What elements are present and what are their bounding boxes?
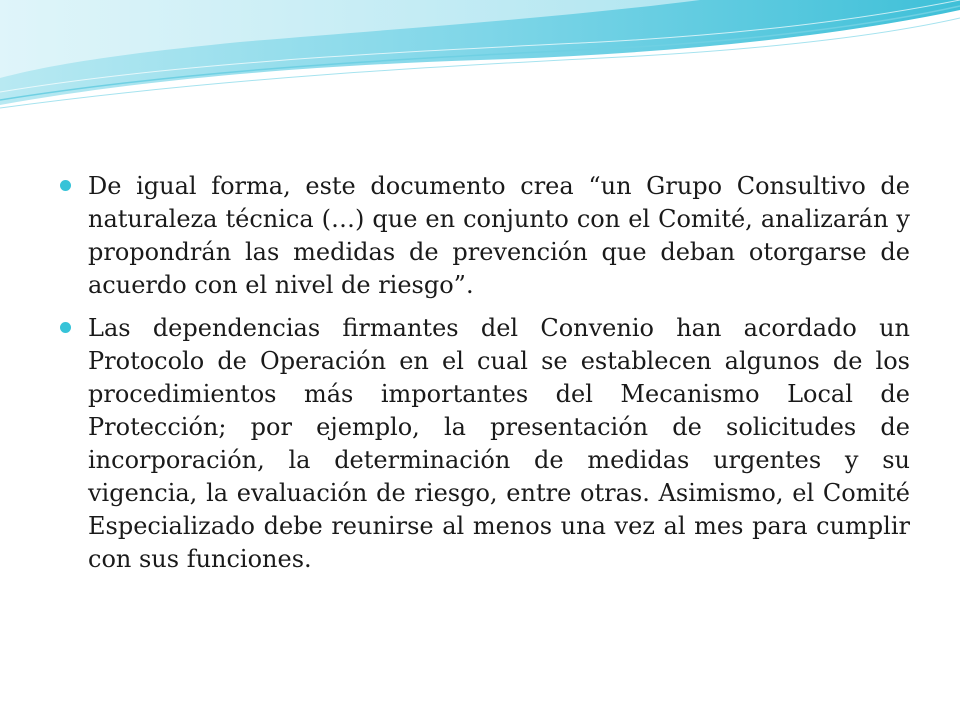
bullet-dot-icon <box>60 180 71 191</box>
slide-body <box>58 170 910 586</box>
bullet-item <box>58 312 910 576</box>
bullet-text: De igual forma, este documento crea “un Grupo Consultivo de naturaleza técnica (…) que en conjunto con el Comité, analizarán y propondrán las medidas de prevención que deban otorgarse de acuerdo con el nivel de riesgo”. <box>88 172 910 299</box>
bullet-dot-icon <box>60 322 71 333</box>
bullet-text: Las dependencias firmantes del Convenio han acordado un Protocolo de Operación en el cual se establecen algunos de los procedimientos más importantes del Mecanismo Local de Protección; por ejemplo, la presentación de solicitudes de incorporación, la determinación de medidas urgentes y su vigencia, la evaluación de riesgo, entre otras. Asimismo, el Comité Especializado debe reunirse al menos una vez al mes para cumplir con sus funciones. <box>88 314 910 573</box>
bullet-list <box>58 170 910 576</box>
bullet-item <box>58 170 910 302</box>
header-wave-decoration <box>0 0 960 120</box>
